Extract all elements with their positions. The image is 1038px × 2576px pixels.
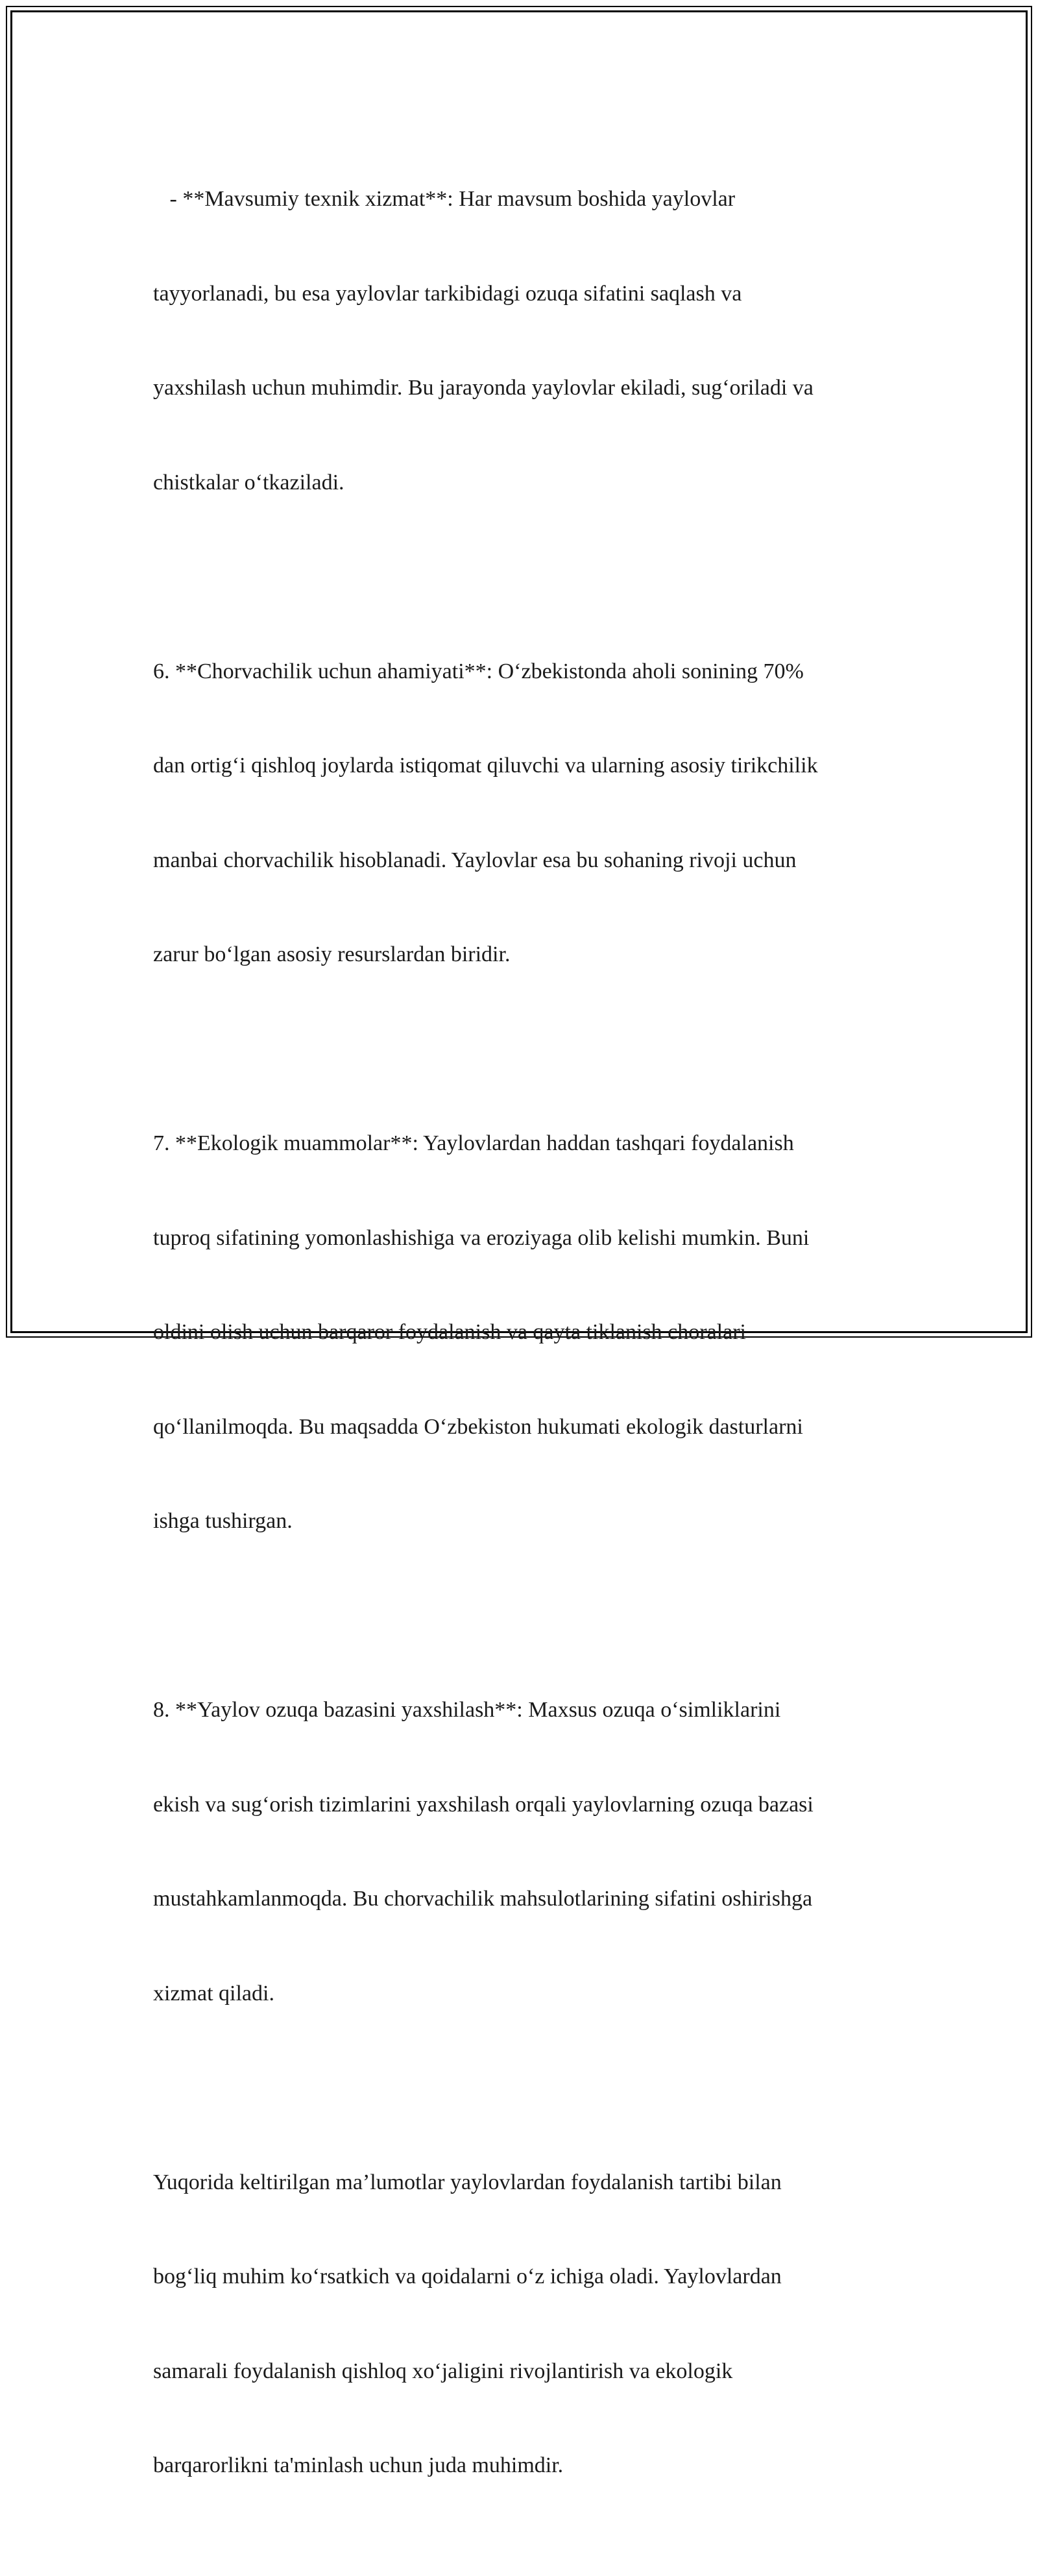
text-line: oldini olish uchun barqaror foydalanish va qayta tiklanish choralari [153,1320,746,1344]
text-line: manbai chorvachilik hisoblanadi. Yaylovlar esa bu sohaning rivoji uchun [153,848,797,872]
paragraph-ecological-problems [153,1065,886,1601]
text-line: qo‘llanilmoqda. Bu maqsadda O‘zbekiston hukumati ekologik dasturlarni [153,1414,803,1439]
paragraph-seasonal-maintenance [153,121,886,561]
paragraph-livestock-importance [153,593,886,1034]
document-body [153,121,886,2576]
text-line: ishga tushirgan. [153,1509,293,1533]
text-line: 7. **Ekologik muammolar**: Yaylovlardan haddan tashqari foydalanish [153,1131,794,1155]
text-line: xizmat qiladi. [153,1981,274,2006]
text-line: tayyorlanadi, bu esa yaylovlar tarkibidagi ozuqa sifatini saqlash va [153,281,742,306]
text-line: zarur bo‘lgan asosiy resurslardan biridir. [153,942,511,966]
text-line: samarali foydalanish qishloq xo‘jaligini rivojlantirish va ekologik [153,2359,733,2383]
text-line: dan ortig‘i qishloq joylarda istiqomat qiluvchi va ularning asosiy tirikchilik [153,754,818,778]
paragraph-feed-base [153,1632,886,2072]
paragraph-conclusion [153,2104,886,2545]
text-line: yaxshilash uchun muhimdir. Bu jarayonda yaylovlar ekiladi, sug‘oriladi va [153,376,814,400]
text-line: tuproq sifatining yomonlashishiga va eroziyaga olib kelishi mumkin. Buni [153,1225,810,1250]
text-line: 6. **Chorvachilik uchun ahamiyati**: O‘zbekistonda aholi sonining 70% [153,659,804,683]
text-line: - **Mavsumiy texnik xizmat**: Har mavsum boshida yaylovlar [153,187,736,211]
text-line: ekish va sug‘orish tizimlarini yaxshilash orqali yaylovlarning ozuqa bazasi [153,1792,814,1817]
text-line: barqarorlikni ta'minlash uchun juda muhimdir. [153,2453,564,2477]
text-line: chistkalar o‘tkaziladi. [153,470,344,495]
text-line: bog‘liq muhim ko‘rsatkich va qoidalarni o‘z ichiga oladi. Yaylovlardan [153,2264,782,2288]
text-line: mustahkamlanmoqda. Bu chorvachilik mahsulotlarining sifatini oshirishga [153,1887,813,1911]
text-line: 8. **Yaylov ozuqa bazasini yaxshilash**: Maxsus ozuqa o‘simliklarini [153,1698,781,1722]
text-line: Yuqorida keltirilgan ma’lumotlar yaylovlardan foydalanish tartibi bilan [153,2170,782,2194]
